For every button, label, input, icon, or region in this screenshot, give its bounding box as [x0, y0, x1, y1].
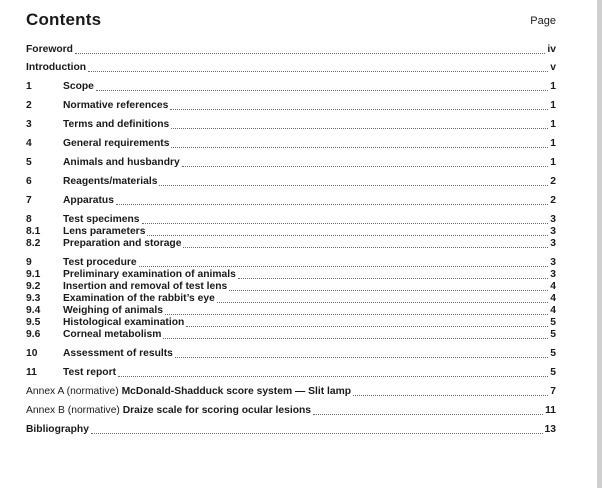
- toc-entry[interactable]: [26, 317, 556, 329]
- toc-entry[interactable]: [26, 257, 556, 269]
- dot-leader: [229, 289, 548, 291]
- toc-entry[interactable]: [26, 195, 556, 207]
- toc-entry-number: 1: [26, 81, 32, 92]
- dot-leader: [116, 203, 548, 205]
- toc-entry-number: 3: [26, 119, 32, 130]
- toc-entry-title: [63, 226, 145, 238]
- toc-entry-number: 9.4: [26, 305, 41, 316]
- toc-entry-text: Test specimens: [63, 214, 140, 225]
- toc-entry-text: Corneal metabolism: [63, 329, 162, 340]
- toc-entry-text: Animals and husbandry: [63, 157, 180, 168]
- toc-entry-title: [63, 281, 227, 293]
- toc-entry-number: 9.1: [26, 269, 41, 280]
- toc-entry-page-number: 3: [550, 214, 556, 225]
- toc-entry-text: Histological examination: [63, 317, 185, 328]
- toc-entry[interactable]: [26, 293, 556, 305]
- toc-entry-number: 8: [26, 214, 32, 225]
- toc-entry-number: 9: [26, 257, 32, 268]
- toc-entry-page-number: 1: [550, 100, 556, 111]
- toc-entry-number: 9.2: [26, 281, 41, 292]
- dot-leader: [75, 52, 545, 54]
- dot-leader: [170, 108, 548, 110]
- dot-leader: [88, 70, 548, 72]
- toc-entry-text: Normative references: [63, 100, 169, 111]
- toc-entry[interactable]: [26, 238, 556, 250]
- dot-leader: [353, 394, 548, 396]
- toc-entry-text: Reagents/materials: [63, 176, 158, 187]
- toc-entry-text: Weighing of animals: [63, 305, 163, 316]
- toc-entry-title: [63, 138, 169, 150]
- toc-entry-page-number: 2: [550, 176, 556, 187]
- toc-entry-number: 11: [26, 367, 37, 378]
- dot-leader: [171, 146, 548, 148]
- toc-entry-title: [63, 100, 168, 112]
- toc-entry[interactable]: [26, 176, 556, 188]
- toc-entry-number: 8.1: [26, 226, 41, 237]
- toc-entry-text: Examination of the rabbit’s eye: [63, 293, 215, 304]
- toc-entry-page-number: 4: [550, 293, 556, 304]
- toc-entry-text: Lens parameters: [63, 226, 146, 237]
- contents-header: [26, 10, 556, 32]
- toc-entry-text: Introduction: [26, 62, 87, 73]
- dot-leader: [183, 246, 548, 248]
- toc-entry-page-number: 4: [550, 281, 556, 292]
- toc-entry-title: [63, 157, 180, 169]
- toc-entry[interactable]: [26, 269, 556, 281]
- toc-entry-number: 2: [26, 100, 32, 111]
- dot-leader: [147, 234, 548, 236]
- toc-entry-text: Draize scale for scoring ocular lesions: [122, 405, 311, 416]
- toc-entry-page-number: 1: [550, 157, 556, 168]
- toc-entry-text: Terms and definitions: [63, 119, 170, 130]
- toc-entry-text: Test procedure: [63, 257, 137, 268]
- toc-entry[interactable]: [26, 226, 556, 238]
- toc-entry-page-number: 1: [550, 119, 556, 130]
- toc-entry-title: [63, 214, 140, 226]
- toc-entry-title: [63, 195, 114, 207]
- page-column-label: Page: [530, 15, 556, 27]
- toc-entry-number: 9.5: [26, 317, 41, 328]
- toc-entry-text: Bibliography: [26, 424, 89, 435]
- dot-leader: [159, 184, 548, 186]
- toc-entry[interactable]: [26, 386, 556, 398]
- toc-entry-title: [63, 176, 157, 188]
- toc-entry-number: 8.2: [26, 238, 41, 249]
- toc-entry[interactable]: [26, 305, 556, 317]
- toc-entry-number: 10: [26, 348, 38, 359]
- toc-entry-page-number: 5: [550, 317, 556, 328]
- toc-entry-text: Preparation and storage: [63, 238, 182, 249]
- toc-entry-page-number: 3: [550, 238, 556, 249]
- dot-leader: [313, 413, 543, 415]
- toc-entry-title: [63, 348, 173, 360]
- toc-entry-title: [63, 305, 163, 317]
- dot-leader: [171, 127, 548, 129]
- toc-entry-title: [63, 293, 215, 305]
- toc-entry-text: Apparatus: [63, 195, 114, 206]
- toc-entry-title: [26, 62, 86, 74]
- toc-entry-page-number: 4: [550, 305, 556, 316]
- toc-entry-page-number: iv: [547, 44, 556, 55]
- toc-entry-page-number: 13: [544, 424, 556, 435]
- toc-entry-page-number: 2: [550, 195, 556, 206]
- toc-entry-text: McDonald-Shadduck score system — Slit lamp: [121, 386, 352, 397]
- dot-leader: [142, 222, 549, 224]
- toc-entry[interactable]: [26, 214, 556, 226]
- toc-entry-number: 6: [26, 176, 32, 187]
- dot-leader: [238, 277, 548, 279]
- toc-entry-page-number: 3: [550, 269, 556, 280]
- toc-entry[interactable]: [26, 81, 556, 93]
- toc-entry[interactable]: [26, 119, 556, 131]
- toc-entry[interactable]: [26, 100, 556, 112]
- toc-entry[interactable]: [26, 348, 556, 360]
- toc-entry[interactable]: [26, 405, 556, 417]
- toc-entry-page-number: 3: [550, 226, 556, 237]
- toc-entry-page-number: 1: [550, 138, 556, 149]
- toc-entry-page-number: 5: [550, 329, 556, 340]
- toc-entry[interactable]: [26, 367, 556, 379]
- toc-entry-page-number: 7: [550, 386, 556, 397]
- toc-entry-title: [26, 44, 73, 56]
- dot-leader: [175, 356, 548, 358]
- dot-leader: [217, 301, 548, 303]
- dot-leader: [165, 313, 548, 315]
- toc-entry[interactable]: [26, 424, 556, 436]
- toc-entry-title: [63, 119, 169, 131]
- toc-entry-page-number: 11: [545, 405, 556, 416]
- toc-entry-title: [63, 269, 236, 281]
- toc-entry[interactable]: [26, 44, 556, 56]
- toc-entry-title: [63, 329, 161, 341]
- toc-entry-annex-prefix: Annex A (normative): [26, 386, 122, 397]
- toc-entry-title: [26, 386, 351, 398]
- toc-entry-text: Preliminary examination of animals: [63, 269, 236, 280]
- toc-entry[interactable]: [26, 62, 556, 74]
- toc-entry-page-number: 5: [550, 348, 556, 359]
- toc-entry-number: 7: [26, 195, 32, 206]
- dot-leader: [186, 325, 548, 327]
- toc-entry-title: [63, 257, 137, 269]
- dot-leader: [182, 165, 549, 167]
- dot-leader: [96, 89, 548, 91]
- toc-entry[interactable]: [26, 138, 556, 150]
- page-edge-shadow: [597, 0, 602, 488]
- toc-entry-text: Assessment of results: [63, 348, 173, 359]
- toc-entry[interactable]: [26, 281, 556, 293]
- toc-entry-text: General requirements: [63, 138, 170, 149]
- toc-entry[interactable]: [26, 329, 556, 341]
- toc-entry-number: 9.3: [26, 293, 41, 304]
- toc-entry-text: Foreword: [26, 44, 73, 55]
- toc-entry-text: Test report: [63, 367, 117, 378]
- toc-entry-number: 9.6: [26, 329, 41, 340]
- toc-entry-number: 5: [26, 157, 32, 168]
- toc-entry-page-number: 1: [550, 81, 556, 92]
- toc-entry-page-number: 3: [550, 257, 556, 268]
- toc-entry-page-number: 5: [550, 367, 556, 378]
- page-title: Contents: [26, 10, 102, 29]
- toc-entry-title: [26, 405, 311, 417]
- toc-entry-title: [63, 317, 184, 329]
- dot-leader: [91, 432, 543, 434]
- toc-entry-text: Scope: [63, 81, 94, 92]
- dot-leader: [118, 375, 548, 377]
- toc-entry-title: [63, 367, 116, 379]
- toc-entry-title: [63, 81, 94, 93]
- dot-leader: [163, 337, 548, 339]
- toc-entry-text: Insertion and removal of test lens: [63, 281, 228, 292]
- toc-entry[interactable]: [26, 157, 556, 169]
- toc-entry-title: [63, 238, 181, 250]
- dot-leader: [139, 265, 549, 267]
- toc-entry-annex-prefix: Annex B (normative): [26, 405, 123, 416]
- toc-entry-title: [26, 424, 89, 436]
- toc-entry-page-number: v: [550, 62, 556, 73]
- toc-entry-number: 4: [26, 138, 32, 149]
